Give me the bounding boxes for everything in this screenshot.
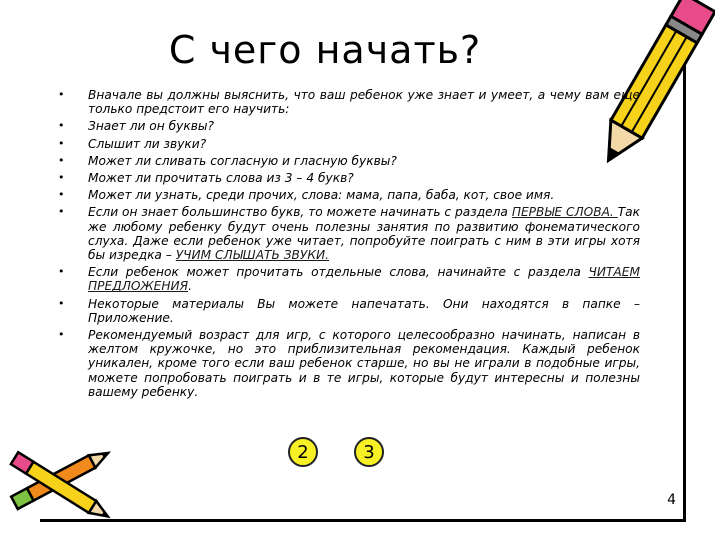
bullet-item [58, 328, 640, 399]
bullet-list [58, 88, 640, 402]
section-link[interactable]: ЧИТАЕМ ПРЕДЛОЖЕНИЯ [88, 265, 640, 294]
section-link[interactable]: УЧИМ СЛЫШАТЬ ЗВУКИ. [175, 248, 329, 263]
section-link[interactable]: ПЕРВЫЕ СЛОВА. [511, 205, 618, 220]
bullet-text: . [188, 279, 192, 294]
bullet-text: Если ребенок может прочитать отдельные слова, начинайте с раздела [88, 265, 589, 280]
bullet-dot-icon: • [58, 136, 65, 150]
bullet-item [58, 88, 640, 116]
bullet-dot-icon: • [58, 188, 65, 202]
bullet-dot-icon: • [58, 265, 65, 279]
bottom-border-line [40, 519, 686, 522]
bullet-text: Может ли узнать, среди прочих, слова: мама, папа, баба, кот, свое имя. [88, 188, 555, 203]
bullet-text: Слышит ли звуки? [88, 136, 207, 151]
age-badge-2[interactable]: 2 [288, 437, 318, 467]
crossed-pencils-icon [0, 430, 130, 540]
bullet-text: Может ли сливать согласную и гласную буквы? [88, 153, 397, 168]
bullet-text: Некоторые материалы Вы можете напечатать. Они находятся в папке – Приложение. [88, 296, 640, 325]
bullet-dot-icon: • [58, 171, 65, 185]
bullet-item [58, 205, 640, 262]
bullet-text: Если он знает большинство букв, то можете начинать с раздела [88, 205, 512, 220]
bullet-dot-icon: • [58, 205, 65, 219]
bullet-text: Знает ли он буквы? [88, 119, 214, 134]
bullet-dot-icon: • [58, 296, 65, 310]
bullet-item [58, 188, 640, 202]
bullet-text: Вначале вы должны выяснить, что ваш ребенок уже знает и умеет, а чему вам еще только предстоит его научить: [88, 88, 640, 117]
bullet-item [58, 119, 640, 133]
bullet-dot-icon: • [58, 88, 65, 101]
slide-title: С чего начать? [168, 28, 482, 72]
bullet-item [58, 154, 640, 168]
bullet-item [58, 137, 640, 151]
bullet-text: Рекомендуемый возраст для игр, с которого целесообразно начинать, написан в желтом кружочке, но это приблизительная рекомендация. Каждый ребенок уникален, кроме того если ваш ребенок старше, но вы не играли в подобные игры, можете попробовать поиграть и в те игры, которые будут интересны и полезны вашему ребенку. [88, 328, 640, 399]
bullet-text: Так же любому ребенку будут очень полезны занятия по развитию фонематического слуха. Даже если ребенок уже читает, попробуйте поиграть с ним в эти игры хотя бы изредка – [88, 205, 640, 263]
bullet-item [58, 171, 640, 185]
bullet-text: Может ли прочитать слова из 3 – 4 букв? [88, 171, 354, 186]
bullet-dot-icon: • [58, 153, 65, 167]
age-badge-3[interactable]: 3 [354, 437, 384, 467]
bullet-item [58, 265, 640, 293]
bullet-dot-icon: • [58, 328, 65, 342]
bullet-item [58, 297, 640, 325]
page-number: 4 [667, 492, 676, 508]
bullet-dot-icon: • [58, 119, 65, 133]
